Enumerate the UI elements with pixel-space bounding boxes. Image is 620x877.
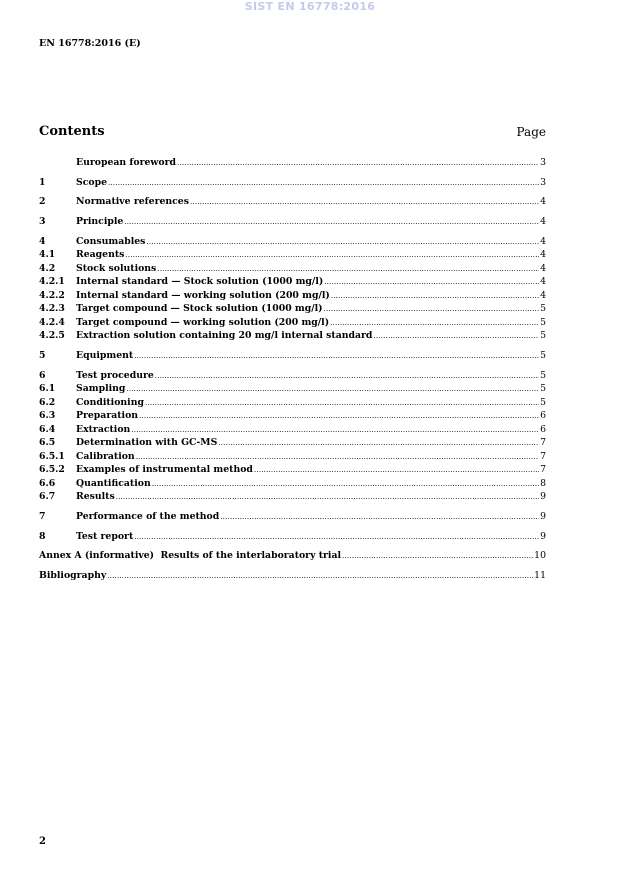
toc-leader-dots [108, 179, 539, 187]
toc-leader-dots [324, 278, 539, 286]
toc-page-number: 4 [540, 262, 546, 274]
toc-title: Preparation [76, 410, 139, 422]
toc-entry[interactable] [39, 236, 546, 250]
contents-heading: Contents [39, 124, 105, 139]
toc-title: Scope [76, 176, 107, 188]
toc-leader-dots [330, 319, 539, 327]
toc-number: 5 [39, 349, 46, 361]
toc-title: Extraction [76, 423, 131, 435]
toc-leader-dots [190, 198, 539, 206]
toc-number: 6.4 [39, 423, 56, 435]
toc-entry[interactable] [39, 303, 546, 317]
toc-entry[interactable] [39, 424, 546, 438]
toc-entry[interactable] [39, 263, 546, 277]
toc-entry[interactable] [39, 511, 546, 525]
toc-page-number: 5 [540, 303, 546, 315]
toc-leader-dots [155, 372, 539, 380]
toc-entry[interactable] [39, 216, 546, 230]
toc-number: 6.2 [39, 396, 56, 408]
toc-entry-annex[interactable] [39, 550, 546, 564]
toc-title: Annex A (informative) Results of the interlaboratory trial [39, 550, 342, 562]
toc-leader-dots [124, 218, 539, 226]
toc-entry[interactable] [39, 491, 546, 505]
toc-leader-dots [157, 265, 539, 273]
toc-entry[interactable] [39, 397, 546, 411]
toc-number: 6.6 [39, 477, 56, 489]
toc-number: 4.2.5 [39, 330, 65, 342]
toc-title: Conditioning [76, 396, 144, 408]
toc-page-number: 6 [540, 423, 546, 435]
toc-number: 6.1 [39, 383, 56, 395]
toc-title: Equipment [76, 349, 134, 361]
toc-page-number: 4 [540, 216, 546, 228]
toc-leader-dots [136, 453, 539, 461]
toc-number: 6.5.2 [39, 464, 65, 476]
toc-title: Stock solutions [76, 262, 157, 274]
toc-entry[interactable] [39, 383, 546, 397]
toc-page-number: 5 [540, 396, 546, 408]
table-of-contents [39, 157, 546, 583]
toc-page-number: 4 [540, 249, 546, 261]
toc-entry[interactable] [39, 350, 546, 364]
toc-entry[interactable] [39, 276, 546, 290]
toc-number: 4.2.4 [39, 316, 65, 328]
watermark: SIST EN 16778:2016 [244, 0, 376, 13]
toc-title: Bibliography [39, 569, 107, 581]
toc-number: 6.5.1 [39, 450, 65, 462]
toc-leader-dots [152, 480, 539, 488]
toc-leader-dots [254, 466, 539, 474]
toc-number: 6.3 [39, 410, 56, 422]
toc-entry[interactable] [39, 196, 546, 210]
toc-number: 4.2.3 [39, 303, 65, 315]
toc-number: 6.5 [39, 437, 56, 449]
toc-entry[interactable] [39, 317, 546, 331]
toc-page-number: 5 [540, 330, 546, 342]
toc-number: 8 [39, 530, 46, 542]
toc-entry[interactable] [39, 370, 546, 384]
toc-number: 6.7 [39, 491, 56, 503]
toc-entry[interactable] [39, 464, 546, 478]
toc-page-number: 6 [540, 410, 546, 422]
footer-page-number: 2 [39, 836, 46, 847]
toc-number: 7 [39, 510, 46, 522]
toc-number: 4.1 [39, 249, 56, 261]
toc-entry[interactable] [39, 249, 546, 263]
document-id: EN 16778:2016 (E) [39, 38, 141, 49]
toc-page-number: 5 [540, 383, 546, 395]
toc-number: 1 [39, 176, 46, 188]
toc-page-number: 7 [540, 450, 546, 462]
toc-page-number: 7 [540, 464, 546, 476]
toc-page-number: 7 [540, 437, 546, 449]
toc-leader-dots [145, 399, 539, 407]
toc-entry-bibliography[interactable] [39, 570, 546, 584]
toc-page-number: 10 [534, 550, 546, 562]
toc-page-number: 11 [534, 569, 546, 581]
toc-leader-dots [134, 533, 539, 541]
toc-number: 4.2.2 [39, 289, 65, 301]
toc-entry[interactable] [39, 451, 546, 465]
toc-leader-dots [324, 305, 540, 313]
toc-title: Examples of instrumental method [76, 464, 253, 476]
toc-page-number: 4 [540, 196, 546, 208]
toc-leader-dots [218, 439, 539, 447]
toc-title: Target compound — Stock solution (1000 mg/l) [76, 303, 323, 315]
toc-page-number: 5 [540, 316, 546, 328]
toc-title: Target compound — working solution (200 mg/l) [76, 316, 330, 328]
toc-entry[interactable] [39, 330, 546, 344]
toc-leader-dots [134, 352, 539, 360]
toc-number: 2 [39, 196, 46, 208]
toc-leader-dots [177, 159, 539, 167]
toc-number: 6 [39, 369, 46, 381]
toc-leader-dots [342, 552, 533, 560]
toc-leader-dots [220, 513, 539, 521]
toc-number: 4.2.1 [39, 276, 65, 288]
toc-page-number: 4 [540, 235, 546, 247]
toc-title: Internal standard — working solution (200 mg/l) [76, 289, 330, 301]
toc-title: Test report [76, 530, 134, 542]
toc-page-number: 4 [540, 289, 546, 301]
toc-title: Quantification [76, 477, 151, 489]
toc-leader-dots [116, 493, 539, 501]
toc-page-number: 3 [540, 176, 546, 188]
toc-number: 4.2 [39, 262, 56, 274]
toc-title: Results [76, 491, 115, 503]
toc-number: 4 [39, 235, 46, 247]
toc-entry[interactable] [39, 290, 546, 304]
toc-page-number: 9 [540, 491, 546, 503]
toc-title: Consumables [76, 235, 146, 247]
toc-number: 3 [39, 216, 46, 228]
toc-page-number: 8 [540, 477, 546, 489]
toc-title: Internal standard — Stock solution (1000 mg/l) [76, 276, 324, 288]
toc-title: Principle [76, 216, 124, 228]
toc-title: Reagents [76, 249, 125, 261]
toc-title: Performance of the method [76, 510, 220, 522]
toc-title: Normative references [76, 196, 189, 208]
toc-entry[interactable] [39, 157, 546, 171]
toc-entry[interactable] [39, 437, 546, 451]
toc-leader-dots [331, 292, 539, 300]
toc-leader-dots [125, 251, 539, 259]
toc-page-number: 4 [540, 276, 546, 288]
toc-entry[interactable] [39, 177, 546, 191]
toc-page-number: 5 [540, 369, 546, 381]
toc-title: Calibration [76, 450, 135, 462]
toc-leader-dots [146, 238, 539, 246]
toc-leader-dots [126, 385, 539, 393]
toc-title: European foreword [76, 157, 176, 168]
toc-entry[interactable] [39, 410, 546, 424]
toc-title: Determination with GC-MS [76, 437, 218, 449]
toc-title: Sampling [76, 383, 126, 395]
toc-leader-dots [131, 426, 539, 434]
page-column-label: Page [516, 125, 546, 139]
toc-page-number: 5 [540, 349, 546, 361]
toc-entry[interactable] [39, 531, 546, 545]
toc-title: Extraction solution containing 20 mg/l internal standard [76, 330, 373, 342]
toc-entry[interactable] [39, 478, 546, 492]
toc-title: Test procedure [76, 369, 154, 381]
toc-leader-dots [107, 572, 533, 580]
toc-page-number: 9 [540, 530, 546, 542]
toc-page-number: 3 [540, 157, 546, 168]
toc-leader-dots [373, 332, 539, 340]
toc-page-number: 9 [540, 510, 546, 522]
toc-leader-dots [139, 412, 539, 420]
